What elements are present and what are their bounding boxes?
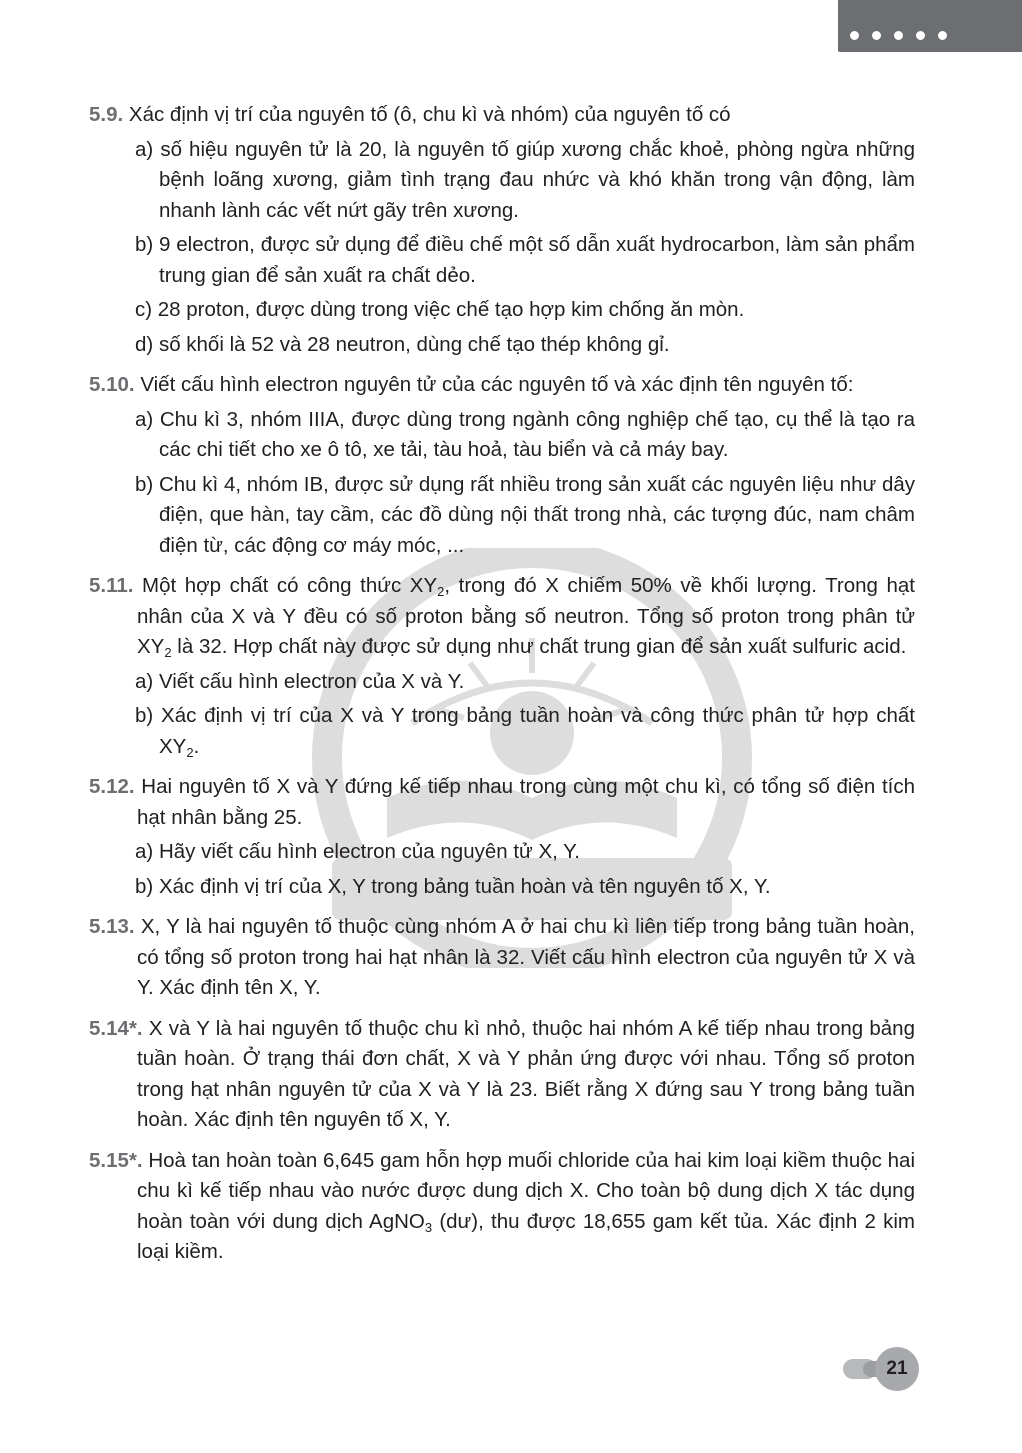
question-number: 5.14*. bbox=[89, 1016, 143, 1040]
question-5-12 bbox=[89, 772, 915, 902]
sub-question: c) 28 proton, được dùng trong việc chế tạo hợp kim chống ăn mòn. bbox=[135, 298, 745, 321]
question-text: X và Y là hai nguyên tố thuộc chu kì nhỏ, thuộc hai nhóm A kế tiếp nhau trong bảng tuần hoàn. Ở trạng thái đơn chất, X và Y phản ứng được với nhau. Tổng số proton trong hạt nhân nguyên tử của X và Y là 23. Biết rằng X đứng sau Y trong bảng tuần hoàn. Xác định tên nguyên tố X, Y. bbox=[137, 1016, 915, 1131]
dot-icon bbox=[894, 31, 903, 40]
question-5-9 bbox=[89, 100, 915, 360]
question-number: 5.10. bbox=[89, 373, 135, 396]
sub-question: a) số hiệu nguyên tử là 20, là nguyên tố giúp xương chắc khoẻ, phòng ngừa những bệnh loãng xương, giảm tình trạng đau nhức và khó khăn trong vận động, làm nhanh lành các vết nứt gãy trên xương. bbox=[135, 137, 915, 222]
sub-question: d) số khối là 52 và 28 neutron, dùng chế tạo thép không gỉ. bbox=[135, 332, 670, 356]
question-5-10 bbox=[89, 370, 915, 561]
chapter-tab bbox=[838, 0, 1022, 52]
dot-icon bbox=[850, 31, 859, 40]
question-number: 5.13. bbox=[89, 915, 135, 938]
question-5-11: 5.11. Một hợp chất có công thức $XY_2$, trong đó X chiếm 50% về khối lượng. Trong hạt nhân của X và Y đều có số proton bằng số neutron. Tổng số proton trong phân tử $XY_2$ là 32. Hợp chất này được sử dụng như chất trung gian để sản xuất sulfuric acid. a) Viết cấu hình electron của X và Y. b) Xác định vị trí của X và Y trong bảng tuần hoàn và công thức phân tử hợp chất $XY_2$. bbox=[89, 571, 915, 762]
sub-question: b) 9 electron, được sử dụng để điều chế một số dẫn xuất hydrocarbon, làm sản phẩm trung gian để sản xuất ra chất dẻo. bbox=[135, 233, 915, 287]
question-number: 5.15*. bbox=[89, 1148, 143, 1172]
question-5-15: 5.15*. Hoà tan hoàn toàn 6,645 gam hỗn hợp muối chloride của hai kim loại kiềm thuộc hai chu kì kế tiếp nhau vào nước được dung dịch X. Cho toàn bộ dung dịch X tác dụng hoàn toàn với dung dịch AgNO$_3$ (dư), thu được 18,655 gam kết tủa. Xác định 2 kim loại kiềm. bbox=[89, 1148, 915, 1263]
dot-icon bbox=[872, 31, 881, 40]
question-number: 5.11. bbox=[89, 574, 134, 597]
page-number: 21 bbox=[875, 1347, 919, 1391]
sub-question: b) Xác định vị trí của X và Y trong bảng tuần hoàn và công thức phân tử hợp chất $XY_2$. bbox=[135, 704, 915, 760]
sub-question: b) Xác định vị trí của X, Y trong bảng tuần hoàn và tên nguyên tố X, Y. bbox=[135, 874, 771, 898]
sub-question: b) Chu kì 4, nhóm IB, được sử dụng rất nhiều trong sản xuất các nguyên liệu như dây điện, que hàn, tay cầm, các đồ dùng nội thất trong nhà, các tượng đúc, nam châm điện từ, các động cơ máy móc, ... bbox=[135, 472, 915, 557]
dot-icon bbox=[916, 31, 925, 40]
question-number: 5.12. bbox=[89, 775, 135, 798]
question-text: X, Y là hai nguyên tố thuộc cùng nhóm A ở hai chu kì liên tiếp trong bảng tuần hoàn, có tổng số proton trong hai hạt nhân là 32. Viết cấu hình electron của nguyên tử X và Y. Xác định tên X, Y. bbox=[137, 915, 916, 999]
page-number-badge bbox=[843, 1347, 919, 1391]
question-text: Viết cấu hình electron nguyên tử của các nguyên tố và xác định tên nguyên tố: bbox=[140, 373, 854, 396]
sub-question: a) Chu kì 3, nhóm IIIA, được dùng trong ngành công nghiệp chế tạo, cụ thể là tạo ra các chi tiết cho xe ô tô, xe tải, tàu hoả, tàu biển và cả máy bay. bbox=[135, 407, 915, 461]
question-5-14 bbox=[89, 1014, 915, 1136]
question-text: Hai nguyên tố X và Y đứng kế tiếp nhau trong cùng một chu kì, có tổng số điện tích hạt nhân bằng 25. bbox=[137, 775, 915, 829]
question-text: Xác định vị trí của nguyên tố (ô, chu kì và nhóm) của nguyên tố có bbox=[128, 103, 731, 126]
exercise-list bbox=[89, 100, 915, 1278]
question-5-13 bbox=[89, 912, 915, 1004]
question-number: 5.9. bbox=[89, 103, 124, 126]
tab-dots bbox=[850, 31, 947, 40]
sub-question: a) Hãy viết cấu hình electron của nguyên tử X, Y. bbox=[135, 840, 580, 863]
dot-icon bbox=[938, 31, 947, 40]
sub-question: a) Viết cấu hình electron của X và Y. bbox=[135, 669, 465, 693]
